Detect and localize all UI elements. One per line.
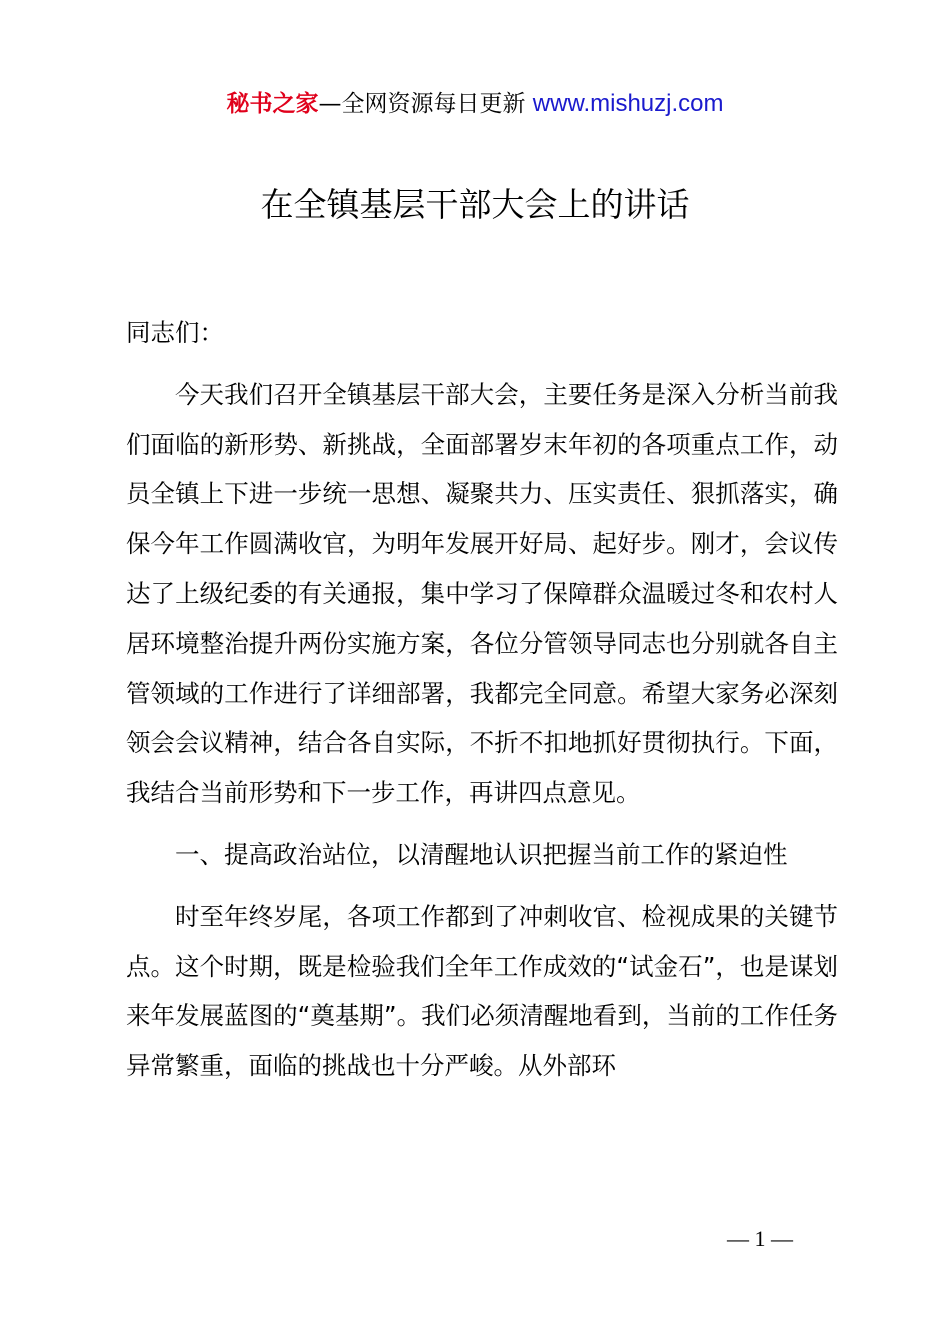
page-number: — 1 —	[727, 1226, 793, 1251]
body-paragraph: 今天我们召开全镇基层干部大会，主要任务是深入分析当前我们面临的新形势、新挑战，全面部署岁末年初的各项重点工作，动员全镇上下进一步统一思想、凝聚共力、压实责任、狠抓落实，确保今年工作圆满收官，为明年发展开好局、起好步。刚才，会议传达了上级纪委的有关通报，集中学习了保障群众温暖过冬和农村人居环境整治提升两份实施方案，各位分管领导同志也分别就各自主管领域的工作进行了详细部署，我都完全同意。希望大家务必深刻领会会议精神，结合各自实际，不折不扣地抓好贯彻执行。下面，我结合当前形势和下一步工作，再讲四点意见。	[126, 379, 838, 808]
page-title: 在全镇基层干部大会上的讲话	[260, 185, 690, 224]
document-body	[126, 308, 838, 1103]
section-paragraph: 时至年终岁尾，各项工作都到了冲刺收官、检视成果的关键节点。这个时期，既是检验我们全年工作成效的“试金石”，也是谋划来年发展蓝图的“奠基期”。我们必须清醒地看到，当前的工作任务异常繁重，面临的挑战也十分严峻。从外部环	[126, 901, 838, 1081]
brand-name: 秘书之家	[226, 91, 319, 117]
banner-tagline: —全网资源每日更新	[318, 91, 526, 117]
section-heading: 一、提高政治站位，以清醒地认识把握当前工作的紧迫性	[175, 839, 788, 869]
salutation: 同志们：	[126, 318, 224, 347]
banner-url-link[interactable]: www.mishuzj.com	[532, 90, 724, 117]
site-banner	[0, 86, 950, 122]
